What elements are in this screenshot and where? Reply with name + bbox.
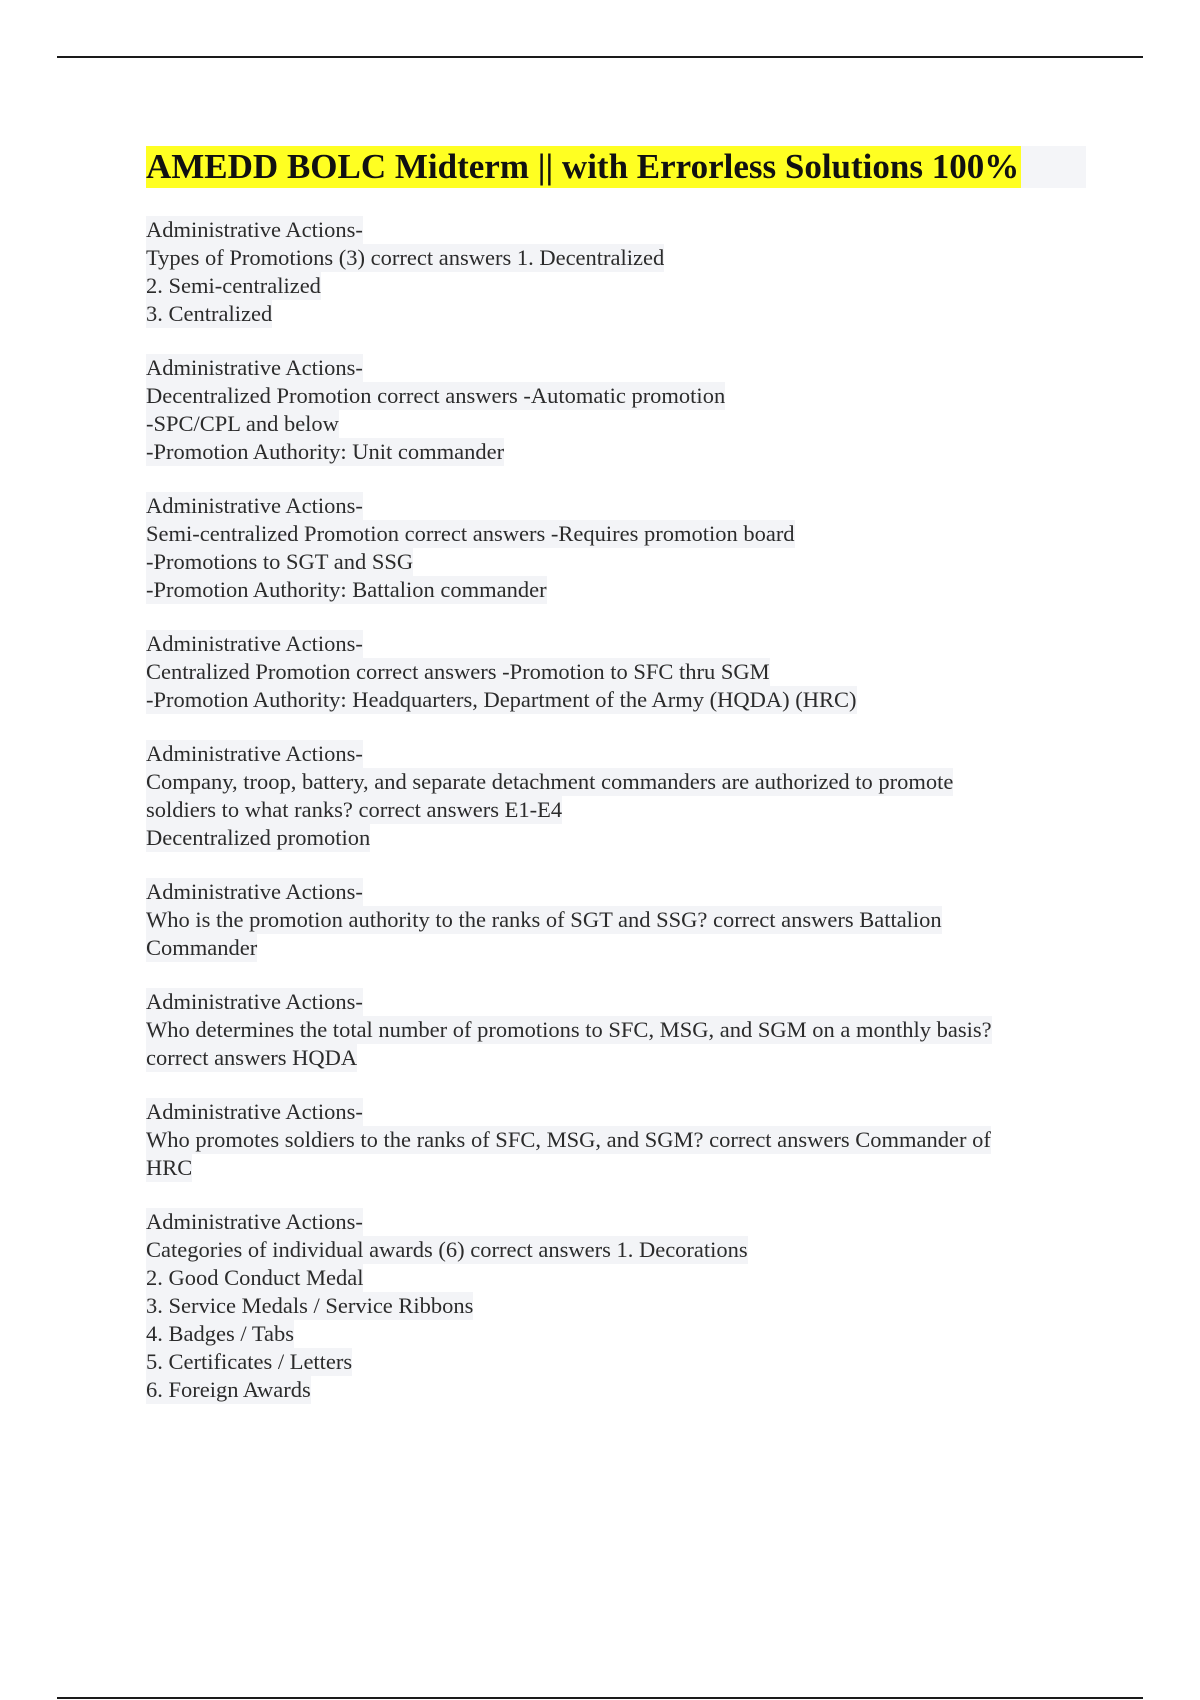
qa-entry: [146, 354, 1086, 466]
entry-line: Administrative Actions-: [146, 1099, 363, 1124]
entry-line: 5. Certificates / Letters: [146, 1349, 353, 1374]
entry-line: Semi-centralized Promotion correct answers -Requires promotion board: [146, 521, 795, 546]
entry-line: Decentralized Promotion correct answers -Automatic promotion: [146, 383, 726, 408]
entry-line: Company, troop, battery, and separate detachment commanders are authorized to promote: [146, 769, 954, 794]
entry-line: HRC: [146, 1155, 193, 1180]
qa-entry: [146, 1098, 1086, 1182]
qa-entry: [146, 988, 1086, 1072]
entry-line: Administrative Actions-: [146, 741, 363, 766]
document-title: AMEDD BOLC Midterm || with Errorless Solutions 100%: [146, 147, 1020, 186]
entry-line: 2. Good Conduct Medal: [146, 1265, 364, 1290]
entry-line: 2. Semi-centralized: [146, 273, 321, 298]
entry-line: Categories of individual awards (6) correct answers 1. Decorations: [146, 1237, 748, 1262]
entry-line: Administrative Actions-: [146, 493, 363, 518]
entry-line: soldiers to what ranks? correct answers E1-E4: [146, 797, 563, 822]
entry-line: correct answers HQDA: [146, 1045, 358, 1070]
entry-line: Administrative Actions-: [146, 631, 363, 656]
document-body: [146, 146, 1086, 1430]
entry-line: -Promotion Authority: Headquarters, Department of the Army (HQDA) (HRC): [146, 687, 857, 712]
entry-line: Commander: [146, 935, 258, 960]
entry-line: -SPC/CPL and below: [146, 411, 339, 436]
entry-line: Administrative Actions-: [146, 217, 363, 242]
entry-line: 4. Badges / Tabs: [146, 1321, 294, 1346]
title-bar: [146, 146, 1086, 188]
entry-line: Who determines the total number of promotions to SFC, MSG, and SGM on a monthly basis?: [146, 1017, 992, 1042]
entry-line: -Promotions to SGT and SSG: [146, 549, 414, 574]
entry-line: -Promotion Authority: Battalion commander: [146, 577, 547, 602]
entry-line: 3. Service Medals / Service Ribbons: [146, 1293, 474, 1318]
entry-line: Decentralized promotion: [146, 825, 371, 850]
qa-entry: [146, 878, 1086, 962]
qa-entry: [146, 740, 1086, 852]
top-rule: [57, 56, 1143, 58]
entry-line: 6. Foreign Awards: [146, 1377, 311, 1402]
entry-line: Administrative Actions-: [146, 355, 363, 380]
qa-entry: [146, 630, 1086, 714]
entry-line: Administrative Actions-: [146, 1209, 363, 1234]
qa-entry: [146, 492, 1086, 604]
qa-entry: [146, 216, 1086, 328]
bottom-rule: [57, 1697, 1143, 1699]
entry-line: Who is the promotion authority to the ranks of SGT and SSG? correct answers Battalion: [146, 907, 942, 932]
entry-line: Who promotes soldiers to the ranks of SFC, MSG, and SGM? correct answers Commander of: [146, 1127, 991, 1152]
entry-line: Administrative Actions-: [146, 879, 363, 904]
entry-line: 3. Centralized: [146, 301, 273, 326]
entry-line: Types of Promotions (3) correct answers 1. Decentralized: [146, 245, 665, 270]
qa-entry: [146, 1208, 1086, 1404]
entry-line: Administrative Actions-: [146, 989, 363, 1014]
entry-line: Centralized Promotion correct answers -Promotion to SFC thru SGM: [146, 659, 770, 684]
entry-line: -Promotion Authority: Unit commander: [146, 439, 505, 464]
